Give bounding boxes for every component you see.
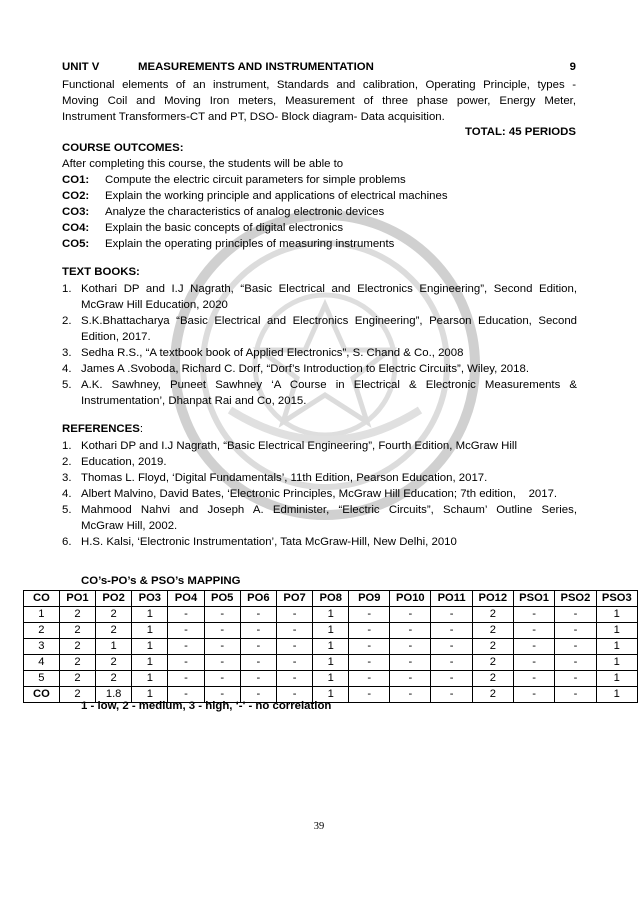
table-cell: - <box>349 639 390 655</box>
text-book-line: S.K.Bhattacharya “Basic Electrical and Electronics Engineering”, Pearson Education, Second <box>81 315 577 327</box>
table-cell: - <box>204 655 240 671</box>
list-number: 4. <box>62 363 72 375</box>
unit-hours: 9 <box>569 61 576 73</box>
list-number: 2. <box>62 456 72 468</box>
table-cell: 2 <box>472 623 513 639</box>
course-outcomes-heading: COURSE OUTCOMES: <box>62 142 184 154</box>
table-cell: 1 <box>313 607 349 623</box>
table-cell: 1 <box>132 639 168 655</box>
table-header: PO9 <box>349 591 390 607</box>
table-cell: - <box>555 639 596 655</box>
page-number: 39 <box>313 821 325 832</box>
table-cell: 1 <box>24 607 60 623</box>
table-cell: - <box>276 687 312 703</box>
list-number: 1. <box>62 440 72 452</box>
reference-line: McGraw Hill, 2002. <box>81 520 178 532</box>
text-book-line: Kothari DP and I.J Nagrath, “Basic Electrical and Electronics Engineering”, Second Edition, <box>81 283 577 295</box>
reference-line: Kothari DP and I.J Nagrath, “Basic Electrical Engineering”, Fourth Edition, McGraw Hill <box>81 440 517 452</box>
table-cell: 1 <box>596 655 637 671</box>
table-cell: 1 <box>313 639 349 655</box>
table-header: PO6 <box>240 591 276 607</box>
list-number: 5. <box>62 504 72 516</box>
table-cell: 1 <box>596 639 637 655</box>
table-cell: - <box>431 655 472 671</box>
co-code: CO1: <box>62 174 90 186</box>
table-cell: - <box>204 639 240 655</box>
table-cell: - <box>431 671 472 687</box>
table-cell: 2 <box>472 687 513 703</box>
co-text: Analyze the characteristics of analog electronic devices <box>105 206 385 218</box>
table-cell: - <box>513 623 554 639</box>
table-cell: 2 <box>96 655 132 671</box>
table-cell: - <box>240 687 276 703</box>
table-header: PSO1 <box>513 591 554 607</box>
table-header: PSO3 <box>596 591 637 607</box>
table-cell: - <box>390 623 431 639</box>
table-cell: 1 <box>313 687 349 703</box>
table-cell: - <box>276 607 312 623</box>
table-header: PO5 <box>204 591 240 607</box>
table-cell: - <box>240 655 276 671</box>
list-number: 1. <box>62 283 72 295</box>
table-cell: - <box>204 623 240 639</box>
table-cell: - <box>555 623 596 639</box>
table-cell: 1 <box>96 639 132 655</box>
table-cell: 2 <box>96 607 132 623</box>
total-periods: TOTAL: 45 PERIODS <box>465 126 576 138</box>
unit-description-line: Moving Coil and Moving Iron meters, Measurement of three phase power, Energy Meter, <box>62 95 576 107</box>
table-cell: - <box>555 671 596 687</box>
table-cell: - <box>513 671 554 687</box>
text-book-line: McGraw Hill Education, 2020 <box>81 299 228 311</box>
mapping-table-body <box>24 607 638 703</box>
references-heading-text: REFERENCES <box>62 423 140 435</box>
table-cell: 2 <box>96 671 132 687</box>
table-cell: 2 <box>24 623 60 639</box>
table-cell: 4 <box>24 655 60 671</box>
table-header: PO1 <box>59 591 95 607</box>
table-cell: 1 <box>132 623 168 639</box>
reference-line: Thomas L. Floyd, ‘Digital Fundamentals’, 11th Edition, Pearson Education, 2017. <box>81 472 488 484</box>
table-cell: - <box>168 687 204 703</box>
table-header: PO2 <box>96 591 132 607</box>
table-row <box>24 671 638 687</box>
table-cell: - <box>240 607 276 623</box>
table-cell: - <box>240 671 276 687</box>
table-cell: 1.8 <box>96 687 132 703</box>
table-cell: 1 <box>313 671 349 687</box>
list-number: 6. <box>62 536 72 548</box>
table-cell: 1 <box>596 687 637 703</box>
co-code: CO3: <box>62 206 90 218</box>
table-cell: 2 <box>59 607 95 623</box>
table-row <box>24 655 638 671</box>
table-cell: 2 <box>59 655 95 671</box>
unit-description-line: Instrument Transformers-CT and PT, DSO- Block diagram- Data acquisition. <box>62 111 445 123</box>
table-row <box>24 623 638 639</box>
reference-line: Education, 2019. <box>81 456 167 468</box>
references-heading <box>62 423 143 435</box>
reference-line: Albert Malvino, David Bates, ‘Electronic Principles, McGraw Hill Education; 7th edition, 2017. <box>81 488 558 500</box>
unit-label: UNIT V <box>62 61 100 73</box>
table-header: PO11 <box>431 591 472 607</box>
table-cell: - <box>555 655 596 671</box>
table-cell: 1 <box>596 623 637 639</box>
table-cell: 2 <box>59 687 95 703</box>
table-header: PSO2 <box>555 591 596 607</box>
table-cell: 2 <box>59 623 95 639</box>
table-cell: 2 <box>59 671 95 687</box>
table-row <box>24 607 638 623</box>
table-cell: - <box>390 639 431 655</box>
table-cell: - <box>349 655 390 671</box>
table-cell: - <box>204 607 240 623</box>
text-book-line: Instrumentation’, Dhanpat Rai and Co, 2015. <box>81 395 307 407</box>
table-cell: - <box>276 639 312 655</box>
table-cell: 2 <box>472 671 513 687</box>
table-cell: - <box>240 623 276 639</box>
unit-heading <box>62 61 576 77</box>
table-cell: - <box>168 639 204 655</box>
table-row <box>24 639 638 655</box>
unit-description-line: Functional elements of an instrument, Standards and calibration, Operating Principle, types - <box>62 79 576 91</box>
table-header: PO4 <box>168 591 204 607</box>
table-cell: 1 <box>596 607 637 623</box>
table-cell: - <box>276 623 312 639</box>
table-header: PO10 <box>390 591 431 607</box>
co-text: Compute the electric circuit parameters for simple problems <box>105 174 406 186</box>
table-cell: - <box>390 671 431 687</box>
table-cell: 2 <box>96 623 132 639</box>
list-number: 4. <box>62 488 72 500</box>
list-number: 2. <box>62 315 72 327</box>
table-cell: - <box>240 639 276 655</box>
table-cell: - <box>168 623 204 639</box>
reference-line: H.S. Kalsi, ‘Electronic Instrumentation’, Tata McGraw-Hill, New Delhi, 2010 <box>81 536 457 548</box>
table-cell: - <box>513 639 554 655</box>
table-cell: - <box>513 607 554 623</box>
table-cell: - <box>390 607 431 623</box>
table-cell: 1 <box>132 607 168 623</box>
table-cell: - <box>431 623 472 639</box>
table-cell: - <box>513 655 554 671</box>
table-header-row <box>24 591 638 607</box>
text-book-line: Sedha R.S., “A textbook book of Applied Electronics”, S. Chand & Co., 2008 <box>81 347 464 359</box>
table-cell: - <box>555 687 596 703</box>
table-cell: - <box>349 607 390 623</box>
list-number: 3. <box>62 472 72 484</box>
table-cell: - <box>276 655 312 671</box>
table-cell: - <box>555 607 596 623</box>
co-text: Explain the operating principles of measuring instruments <box>105 238 395 250</box>
table-header: CO <box>24 591 60 607</box>
table-cell: - <box>390 655 431 671</box>
table-cell: 2 <box>472 639 513 655</box>
table-cell: 3 <box>24 639 60 655</box>
table-cell: 1 <box>313 655 349 671</box>
table-cell: 1 <box>596 671 637 687</box>
co-code: CO4: <box>62 222 90 234</box>
table-cell: - <box>349 671 390 687</box>
co-code: CO2: <box>62 190 90 202</box>
table-cell: - <box>276 671 312 687</box>
table-cell: 1 <box>132 671 168 687</box>
table-cell: - <box>204 687 240 703</box>
list-number: 3. <box>62 347 72 359</box>
table-cell: - <box>349 687 390 703</box>
table-header: PO8 <box>313 591 349 607</box>
table-cell: 5 <box>24 671 60 687</box>
table-cell: 2 <box>472 607 513 623</box>
table-cell: - <box>168 655 204 671</box>
table-cell: - <box>390 687 431 703</box>
table-cell: 2 <box>472 655 513 671</box>
text-book-line: A.K. Sawhney, Puneet Sawhney ‘A Course in Electrical & Electronic Measurements & <box>81 379 577 391</box>
mapping-title: CO’s-PO’s & PSO’s MAPPING <box>81 575 241 587</box>
table-cell: - <box>349 623 390 639</box>
table-cell: - <box>168 607 204 623</box>
list-number: 5. <box>62 379 72 391</box>
text-book-line: Edition, 2017. <box>81 331 151 343</box>
table-cell: - <box>168 671 204 687</box>
table-cell: 2 <box>59 639 95 655</box>
table-cell: - <box>431 639 472 655</box>
table-cell: 1 <box>132 655 168 671</box>
course-outcomes-intro: After completing this course, the students will be able to <box>62 158 344 170</box>
mapping-legend: 1 - low, 2 - medium, 3 - high, ‘-' - no correlation <box>81 700 332 712</box>
table-cell: - <box>513 687 554 703</box>
co-code: CO5: <box>62 238 90 250</box>
table-header: PO3 <box>132 591 168 607</box>
table-cell: - <box>431 687 472 703</box>
table-cell: - <box>431 607 472 623</box>
co-text: Explain the working principle and applications of electrical machines <box>105 190 448 202</box>
table-cell: CO <box>24 687 60 703</box>
references-heading-colon: : <box>139 423 144 435</box>
mapping-table <box>23 590 638 703</box>
text-book-line: James A .Svoboda, Richard C. Dorf, “Dorf’s Introduction to Electric Circuits”, Wiley, 2018. <box>81 363 529 375</box>
table-header: PO7 <box>276 591 312 607</box>
table-cell: 1 <box>132 687 168 703</box>
text-books-heading: TEXT BOOKS: <box>62 266 140 278</box>
table-cell: 1 <box>313 623 349 639</box>
reference-line: Mahmood Nahvi and Joseph A. Edminister, “Electric Circuits”, Schaum’ Outline Series, <box>81 504 577 516</box>
unit-title: MEASUREMENTS AND INSTRUMENTATION <box>138 61 374 73</box>
co-text: Explain the basic concepts of digital electronics <box>105 222 344 234</box>
table-header: PO12 <box>472 591 513 607</box>
table-cell: - <box>204 671 240 687</box>
